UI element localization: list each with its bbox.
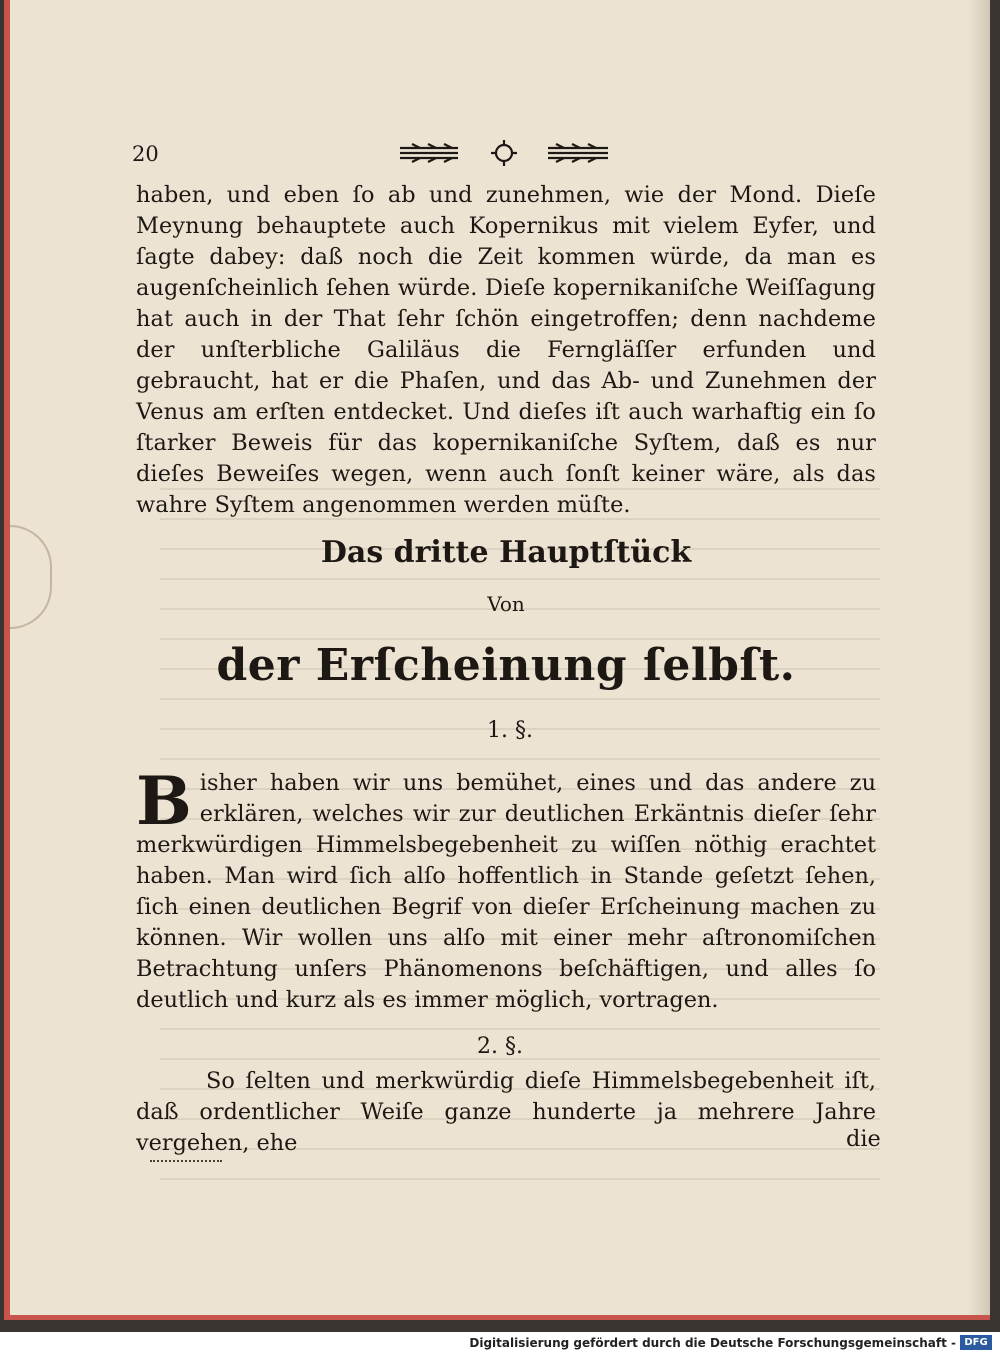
section-1-label: 1. §. (487, 718, 533, 743)
catchword: die (846, 1126, 881, 1152)
page-fold-shadow (10, 525, 52, 629)
paragraph-2-text: isher haben wir uns bemühet, eines und das andere zu erklären, welches wir zur deutlichen Erkäntnis dieſer ſehr merkwürdigen Himmelsbegebenheit zu wiſſen nöthig erachtet haben. Man wird ſich alſo hoffentlich in Stande geſetzt ſehen, ſich einen deutlichen Begrif von dieſer Erſcheinung machen zu können. Wir wollen uns alſo mit einer mehr aſtronomiſchen Betrachtung unſers Phänomenons beſchäftigen, und alles ſo deutlich und kurz als es immer möglich, vortragen. (136, 770, 876, 1013)
paragraph-2 (136, 762, 876, 1016)
footer-bar (0, 1332, 1000, 1354)
section-2-marker (0, 1034, 1000, 1059)
chapter-heading: Das dritte Hauptſtück (320, 535, 692, 570)
chapter-title: der Erſcheinung ſelbſt. (216, 640, 796, 691)
section-2-label: 2. §. (477, 1034, 523, 1059)
footnote-rule (150, 1160, 222, 1166)
header-ornament (398, 136, 610, 170)
dfg-logo[interactable]: DFG (960, 1335, 992, 1350)
chapter-heading-connector: Von (487, 592, 525, 616)
drop-cap-initial: B (136, 762, 192, 840)
paragraph-1: haben, und eben ſo ab und zunehmen, wie der Mond. Dieſe Meynung behauptete auch Kopernikus mit vielem Eyfer, und ſagte dabey: daß noch die Zeit kommen würde, da man es augenſcheinlich ſehen würde. Dieſe kopernikaniſche Weiſſagung hat auch in der That ſehr ſchön eingetroffen; denn nachdeme der unſterbliche Galiläus die Ferngläſſer erfunden und gebraucht, hat er die Phaſen, und das Ab- und Zunehmen der Venus am erſten entdecket. Und dieſes iſt auch warhaftig ein ſo ſtarker Beweis für das kopernikaniſche Syſtem, daß es nur dieſes Beweiſes wegen, wenn auch ſonſt keiner wäre, als das wahre Syſtem angenommen werden müſte. (136, 182, 876, 518)
paragraph-3: So ſelten und merkwürdig dieſe Himmelsbegebenheit iſt, daß ordentlicher Weiſe ganze hunderte ja mehrere Jahre vergehen, ehe (136, 1068, 876, 1156)
funding-notice: Digitalisierung gefördert durch die Deutsche Forschungsgemeinschaft - (469, 1336, 956, 1350)
page-number: 20 (132, 142, 159, 166)
section-1-marker (0, 718, 1000, 743)
